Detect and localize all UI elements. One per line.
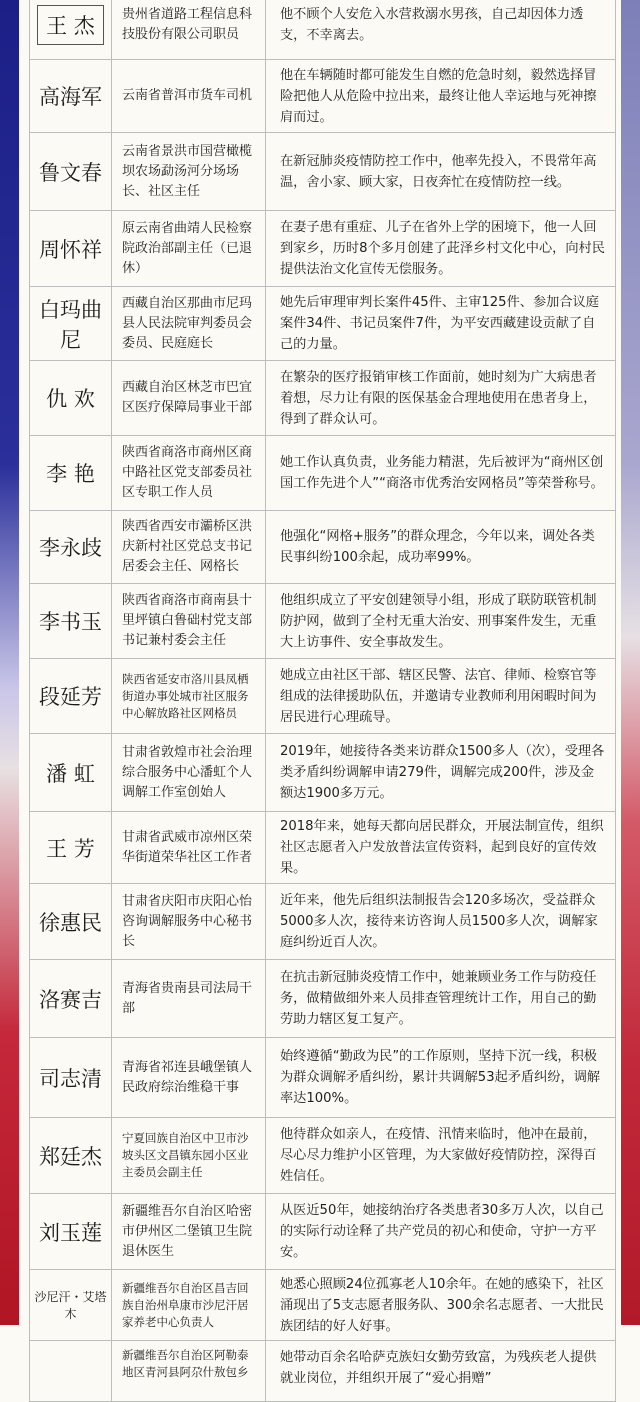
- unit-cell: 陕西省西安市灞桥区洪庆新村社区党总支书记居委会主任、网格长: [112, 511, 266, 583]
- person-name: 沙尼汗・艾塔木: [29, 1270, 112, 1340]
- person-name: 洛赛吉: [29, 960, 112, 1037]
- deed-cell: 他在车辆随时都可能发生自燃的危急时刻，毅然选择冒险把他人从危险中拉出来，最终让他人幸运地与死神擦肩而过。: [266, 60, 616, 132]
- table-row: [29, 1194, 616, 1270]
- deed-cell: 在新冠肺炎疫情防控工作中，他率先投入，不畏常年高温，舍小家、顾大家，日夜奔忙在疫情防控一线。: [266, 133, 616, 210]
- unit-cell: 甘肃省敦煌市社会治理综合服务中心潘虹个人调解工作室创始人: [112, 734, 266, 811]
- table-row: [29, 211, 616, 287]
- table-row: [29, 734, 616, 812]
- person-name-cell: [29, 0, 112, 59]
- right-gradient-bar: [621, 0, 640, 1325]
- person-name: 李 艳: [29, 436, 112, 510]
- unit-cell: 原云南省曲靖人民检察院政治部副主任（已退休）: [112, 211, 266, 286]
- deed-cell: 从医近50年，她接纳治疗各类患者30多万人次，以自己的实际行动诠释了共产党员的初心和使命，守护一方平安。: [266, 1194, 616, 1269]
- deed-cell: 在抗击新冠肺炎疫情工作中，她兼顾业务工作与防疫任务，做精做细外来人员排查管理统计工作，用自己的勤劳助力辖区复工复产。: [266, 960, 616, 1037]
- person-name: 王 芳: [29, 812, 112, 883]
- deed-cell: 在妻子患有重症、儿子在省外上学的困境下，他一人回到家乡，历时8个多月创建了茈泽乡村文化中心，向村民提供法治文化宣传无偿服务。: [266, 211, 616, 286]
- honor-table: [29, 0, 616, 1402]
- deed-cell: 他强化“网格+服务”的群众理念，今年以来，调处各类民事纠纷100余起，成功率99%。: [266, 511, 616, 583]
- person-name: 段延芳: [29, 659, 112, 733]
- deed-cell: 她带动百余名哈萨克族妇女勤劳致富，为残疾老人提供就业岗位，并组织开展了“爱心捐赠”: [266, 1341, 616, 1401]
- table-row: [29, 1118, 616, 1194]
- deed-cell: 她先后审理审判长案件45件、主审125件、参加合议庭案件34件、书记员案件7件，为平安西藏建设贡献了自己的力量。: [266, 287, 616, 360]
- unit-cell: 西藏自治区林芝市巴宜区医疗保障局事业干部: [112, 361, 266, 435]
- table-row: [29, 287, 616, 361]
- table-row: [29, 584, 616, 659]
- person-name: 王 杰: [37, 5, 104, 45]
- unit-cell: 贵州省道路工程信息科技股份有限公司职员: [112, 0, 266, 59]
- deed-cell: 他不顾个人安危入水营救溺水男孩，自己却因体力透支，不幸离去。: [266, 0, 616, 59]
- person-name: 郑廷杰: [29, 1118, 112, 1193]
- unit-cell: 陕西省商洛市商南县十里坪镇白鲁础村党支部书记兼村委会主任: [112, 584, 266, 658]
- unit-cell: 西藏自治区那曲市尼玛县人民法院审判委员会委员、民庭庭长: [112, 287, 266, 360]
- table-row: [29, 812, 616, 884]
- unit-cell: 甘肃省武威市凉州区荣华街道荣华社区工作者: [112, 812, 266, 883]
- person-name: 白玛曲尼: [29, 287, 112, 360]
- deed-cell: 2019年，她接待各类来访群众1500多人（次），受理各类矛盾纠纷调解申请279件，调解完成200件，涉及金额达1900多万元。: [266, 734, 616, 811]
- table-row: [29, 0, 616, 60]
- unit-cell: 陕西省商洛市商州区商中路社区党支部委员社区专职工作人员: [112, 436, 266, 510]
- person-name: 李永歧: [29, 511, 112, 583]
- deed-cell: 在繁杂的医疗报销审核工作面前，她时刻为广大病患者着想，尽力让有限的医保基金合理地使用在患者身上，得到了群众认可。: [266, 361, 616, 435]
- table-row: [29, 436, 616, 511]
- deed-cell: 他组织成立了平安创建领导小组，形成了联防联管机制防护网，做到了全村无重大治安、刑事案件发生，无重大上访事件、安全事故发生。: [266, 584, 616, 658]
- person-name: 高海军: [29, 60, 112, 132]
- unit-cell: 青海省祁连县峨堡镇人民政府综治维稳干事: [112, 1038, 266, 1117]
- person-name: 司志清: [29, 1038, 112, 1117]
- deed-cell: 始终遵循“勤政为民”的工作原则，坚持下沉一线，积极为群众调解矛盾纠纷，累计共调解53起矛盾纠纷，调解率达100%。: [266, 1038, 616, 1117]
- left-gradient-bar: [0, 0, 19, 1325]
- deed-cell: 2018年来，她每天都向居民群众，开展法制宣传，组织社区志愿者入户发放普法宣传资料，起到良好的宣传效果。: [266, 812, 616, 883]
- table-row: [29, 1341, 616, 1402]
- unit-cell: 云南省景洪市国营橄榄坝农场勐汤河分场场长、社区主任: [112, 133, 266, 210]
- unit-cell: 陕西省延安市洛川县凤栖街道办事处城市社区服务中心解放路社区网格员: [112, 659, 266, 733]
- unit-cell: 青海省贵南县司法局干部: [112, 960, 266, 1037]
- deed-cell: 他待群众如亲人，在疫情、汛情来临时，他冲在最前，尽心尽力维护小区管理，为大家做好疫情防控，深得百姓信任。: [266, 1118, 616, 1193]
- unit-cell: 新疆维吾尔自治区昌吉回族自治州阜康市沙尼汗居家养老中心负责人: [112, 1270, 266, 1340]
- table-row: [29, 133, 616, 211]
- unit-cell: 云南省普洱市货车司机: [112, 60, 266, 132]
- deed-cell: 她工作认真负责，业务能力精湛，先后被评为“商州区创国工作先进个人”“商洛市优秀治安网格员”等荣誉称号。: [266, 436, 616, 510]
- person-name: 徐惠民: [29, 884, 112, 959]
- unit-cell: 新疆维吾尔自治区哈密市伊州区二堡镇卫生院退休医生: [112, 1194, 266, 1269]
- table-row: [29, 511, 616, 584]
- deed-cell: 她悉心照顾24位孤寡老人10余年。在她的感染下，社区涌现出了5支志愿者服务队、300余名志愿者、一大批民族团结的好人好事。: [266, 1270, 616, 1340]
- table-row: [29, 884, 616, 960]
- person-name: 潘 虹: [29, 734, 112, 811]
- table-row: [29, 659, 616, 734]
- person-name: 刘玉莲: [29, 1194, 112, 1269]
- table-row: [29, 1038, 616, 1118]
- person-name: [29, 1341, 112, 1401]
- unit-cell: 甘肃省庆阳市庆阳心怡咨询调解服务中心秘书长: [112, 884, 266, 959]
- table-row: [29, 60, 616, 133]
- person-name: 仇 欢: [29, 361, 112, 435]
- unit-cell: 宁夏回族自治区中卫市沙坡头区文昌镇东园小区业主委员会副主任: [112, 1118, 266, 1193]
- deed-cell: 她成立由社区干部、辖区民警、法官、律师、检察官等组成的法律援助队伍，并邀请专业教师利用闲暇时间为居民进行心理疏导。: [266, 659, 616, 733]
- table-row: [29, 361, 616, 436]
- unit-cell: 新疆维吾尔自治区阿勒泰地区青河县阿尕什敖包乡: [112, 1341, 266, 1401]
- deed-cell: 近年来，他先后组织法制报告会120多场次，受益群众5000多人次，接待来访咨询人员1500多人次，调解家庭纠纷近百人次。: [266, 884, 616, 959]
- person-name: 李书玉: [29, 584, 112, 658]
- table-row: [29, 1270, 616, 1341]
- person-name: 鲁文春: [29, 133, 112, 210]
- table-row: [29, 960, 616, 1038]
- person-name: 周怀祥: [29, 211, 112, 286]
